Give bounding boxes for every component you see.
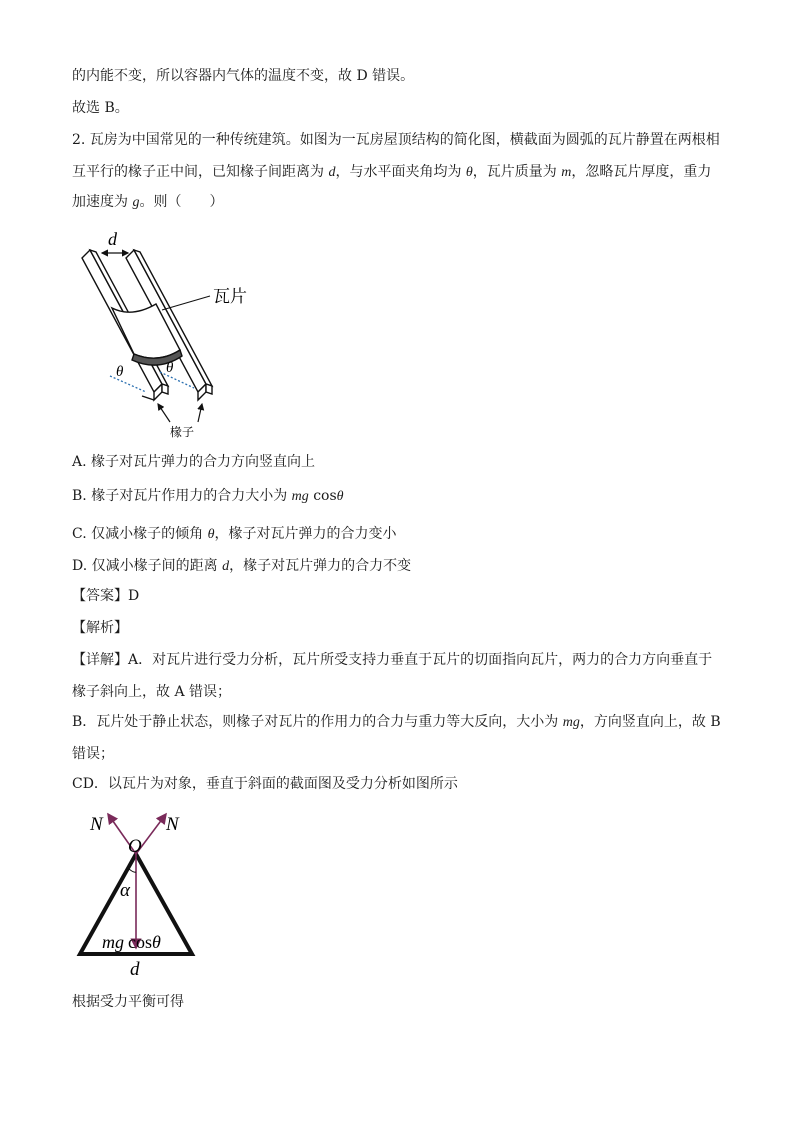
detail-line-3 <box>72 712 721 733</box>
option-a: A. 椽子对瓦片弹力的合力方向竖直向上 <box>72 454 316 470</box>
force-triangle-figure <box>72 808 222 980</box>
option-d-post: ，椽子对瓦片弹力的合力不变 <box>229 558 412 574</box>
q2-text-c: ，瓦片质量为 <box>472 164 562 180</box>
fig1-label-tile: 瓦片 <box>213 287 247 306</box>
label-d-bottom: d <box>130 959 140 980</box>
fig1-label-rafter: 椽子 <box>170 425 195 439</box>
q2-text-d: ，忽略瓦片厚度，重力 <box>571 164 712 180</box>
option-b <box>72 486 344 507</box>
closing-line: 根据受力平衡可得 <box>72 994 184 1010</box>
q2-text-a: 互平行的椽子正中间，已知椽子间距离为 <box>72 164 329 180</box>
detail-line-5: CD．以瓦片为对象，垂直于斜面的截面图及受力分析如图所示 <box>72 776 458 792</box>
label-alpha: α <box>120 880 130 901</box>
q2-var-g: g <box>132 195 140 210</box>
option-d-text: D. 仅减小椽子间的距离 <box>72 558 223 574</box>
q2-var-m: m <box>561 165 572 180</box>
rafter-arrow-left <box>158 404 170 422</box>
fig1-label-d: d <box>108 229 117 249</box>
alpha-arc <box>129 869 136 872</box>
label-n-left: N <box>90 814 103 835</box>
analysis-heading: 【解析】 <box>72 620 128 636</box>
option-d-var: d <box>222 559 230 574</box>
option-c-text: C. 仅减小椽子的倾角 <box>72 526 208 542</box>
detail-line-1: 【详解】A．对瓦片进行受力分析，瓦片所受支持力垂直于瓦片的切面指向瓦片，两力的合力方向垂直于 <box>72 652 713 668</box>
option-b-mg: mg <box>291 489 309 504</box>
option-c-theta: θ <box>207 527 215 542</box>
question-2-line-2 <box>72 162 711 183</box>
rafter-arrow-right <box>198 404 202 422</box>
detail-3-post: ，方向竖直向上，故 B <box>579 714 721 730</box>
label-mg: mg <box>102 932 124 952</box>
option-b-theta: θ <box>336 489 344 504</box>
label-n-right: N <box>166 814 179 835</box>
q2-var-theta: θ <box>465 165 473 180</box>
detail-line-4: 错误； <box>72 746 114 762</box>
q2-text-e: 加速度为 <box>72 194 133 210</box>
detail-3-mg: mg <box>562 715 580 730</box>
fig1-theta-right: θ <box>166 360 174 376</box>
text-line-1: 的内能不变，所以容器内气体的温度不变，故 D 错误。 <box>72 68 415 84</box>
option-c <box>72 524 396 545</box>
q2-var-d: d <box>328 165 336 180</box>
tile-leader-line <box>162 296 210 310</box>
q2-text-f: 。则（ ） <box>139 194 224 210</box>
option-b-text: B. 椽子对瓦片作用力的合力大小为 <box>72 488 292 504</box>
detail-line-2: 椽子斜向上，故 A 错误； <box>72 684 232 700</box>
option-c-post: ，椽子对瓦片弹力的合力变小 <box>214 526 397 542</box>
label-weight-component <box>102 932 161 952</box>
question-2-line-1: 2. 瓦房为中国常见的一种传统建筑。如图为一瓦房屋顶结构的简化图，横截面为圆弧的瓦片静置在两根相 <box>72 132 720 148</box>
fig1-theta-left: θ <box>116 364 124 380</box>
label-cos: cos <box>128 932 152 952</box>
question-2-line-3 <box>72 192 223 213</box>
text-line-2: 故选 B。 <box>72 100 129 116</box>
q2-text-b: ，与水平面夹角均为 <box>335 164 466 180</box>
detail-3-text: B．瓦片处于静止状态，则椽子对瓦片的作用力的合力与重力等大反向，大小为 <box>72 714 563 730</box>
label-o: O <box>128 836 142 857</box>
answer-line: 【答案】D <box>72 588 140 604</box>
option-d <box>72 556 411 577</box>
label-theta: θ <box>152 932 161 952</box>
option-b-cos: cos <box>308 488 337 504</box>
rafter-tile-figure <box>70 226 260 441</box>
